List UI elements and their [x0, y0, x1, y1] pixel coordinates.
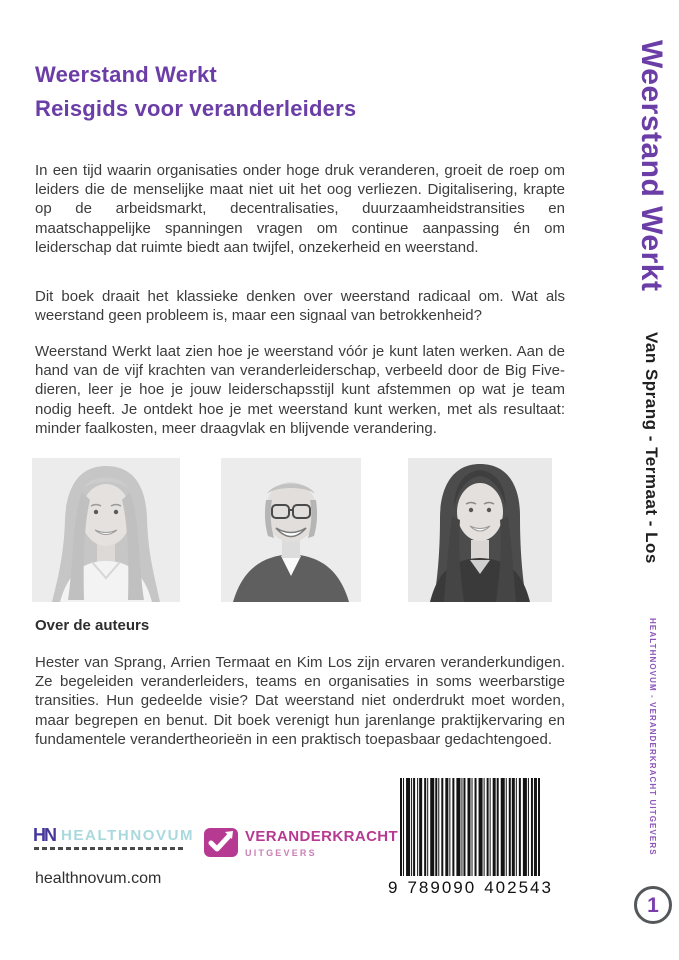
edition-number: 1 — [647, 893, 659, 917]
author-photo-1 — [32, 458, 180, 602]
book-title: Weerstand Werkt — [35, 62, 217, 87]
isbn-group2: 402543 — [484, 878, 553, 897]
spine-publisher: HEALTHNOVUM - VERANDERKRACHT UITGEVERS — [648, 618, 657, 856]
edition-badge — [634, 886, 672, 924]
isbn-number — [388, 878, 553, 898]
veranderkracht-subtext: UITGEVERS — [245, 848, 317, 858]
isbn-group1: 789090 — [407, 878, 477, 897]
authors-heading: Over de auteurs — [35, 617, 150, 634]
spine-authors: Van Sprang - Termaat - Los — [642, 332, 661, 564]
veranderkracht-wordmark: VERANDERKRACHT — [245, 828, 399, 845]
barcode-bars — [400, 778, 540, 876]
portrait-woman-dark-hair-blazer — [408, 458, 552, 602]
veranderkracht-logo — [204, 828, 398, 858]
healthnovum-tagline — [34, 847, 186, 850]
isbn-barcode — [388, 778, 553, 898]
healthnovum-logo — [33, 826, 218, 850]
book-subtitle: Reisgids voor veranderleiders — [35, 96, 357, 121]
portrait-man-glasses-dark-suit — [221, 458, 361, 602]
healthnovum-wordmark: HEALTHNOVUM — [61, 826, 195, 844]
checkmark-arrow-icon — [204, 828, 238, 857]
author-photo-2 — [221, 458, 361, 602]
authors-paragraph: Hester van Sprang, Arrien Termaat en Kim Los zijn ervaren veranderkundigen. Ze begeleiden veranderleiders, teams en organisaties in soms weerbarstige transities. Hun gedeelde visie? Dat weerstand niet onderdrukt moet worden, maar begrepen en benut. Dit boek verenigt hun jarenlange praktijkervaring en fundamentele verandertheorieën in een praktisch toepasbaar gedachtengoed. — [35, 654, 565, 748]
portrait-woman-long-light-hair — [32, 458, 180, 602]
isbn-prefix: 9 — [388, 878, 400, 897]
premise-paragraph: Dit boek draait het klassieke denken over weerstand radicaal om. Wat als weerstand geen probleem is, maar een signaal van betrokkenheid? — [35, 288, 565, 325]
author-photo-3 — [408, 458, 552, 602]
title-block — [35, 58, 565, 126]
summary-paragraph: Weerstand Werkt laat zien hoe je weerstand vóór je kunt laten werken. Aan de hand van de vijf krachten van veranderleiderschap, verbeeld door de Big Five-dieren, leer je hoe je jouw leiderschapsstijl kunt afstemmen op wat je team nodig heeft. Je ontdekt hoe je met weerstand kunt werken, met als resultaat: minder faalkosten, meer draagvlak en blijvende verandering. — [35, 343, 565, 437]
healthnovum-monogram-icon: HN — [33, 825, 55, 845]
website-url: healthnovum.com — [35, 870, 162, 887]
intro-paragraph: In een tijd waarin organisaties onder hoge druk veranderen, groeit de roep om leiders die de menselijke maat niet uit het oog verliezen. Digitalisering, krapte op de arbeidsmarkt, decentralisaties, duurzaamheidstransities en maatschappelijke spanningen vragen om continue aanpassing én om leiderschap dat ruimte biedt aan twijfel, onzekerheid en weerstand. — [35, 162, 565, 256]
spine-title: Weerstand Werkt — [635, 40, 668, 292]
